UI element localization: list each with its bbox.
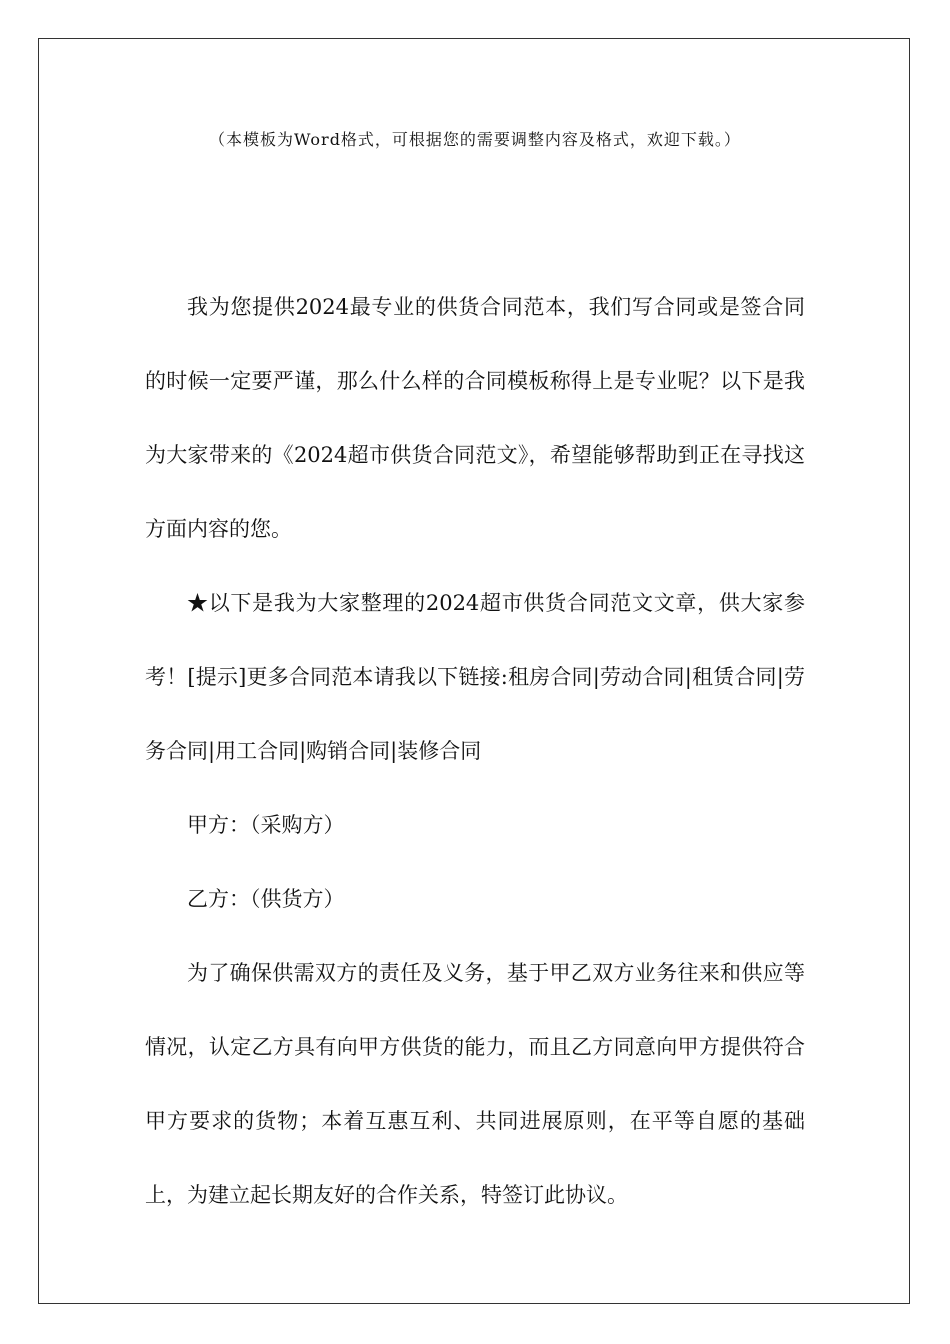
- template-notice: （本模板为Word格式，可根据您的需要调整内容及格式，欢迎下载。）: [209, 130, 741, 149]
- document-body: [145, 270, 805, 1232]
- links-paragraph: ★以下是我为大家整理的2024超市供货合同范文文章，供大家参考！[提示]更多合同范本请我以下链接:租房合同|劳动合同|租赁合同|劳务合同|用工合同|购销合同|装修合同: [145, 591, 805, 763]
- party-a-line: 甲方：（采购方）: [187, 813, 345, 837]
- intro-paragraph: 我为您提供2024最专业的供货合同范本，我们写合同或是签合同的时候一定要严谨，那么什么样的合同模板称得上是专业呢？以下是我为大家带来的《2024超市供货合同范文》，希望能够帮助到正在寻找这方面内容的您。: [145, 295, 805, 541]
- party-b-line: 乙方：（供货方）: [187, 887, 345, 911]
- purpose-paragraph: 为了确保供需双方的责任及义务，基于甲乙双方业务往来和供应等情况，认定乙方具有向甲方供货的能力，而且乙方同意向甲方提供符合甲方要求的货物；本着互惠互利、共同进展原则，在平等自愿的基础上，为建立起长期友好的合作关系，特签订此协议。: [145, 961, 805, 1207]
